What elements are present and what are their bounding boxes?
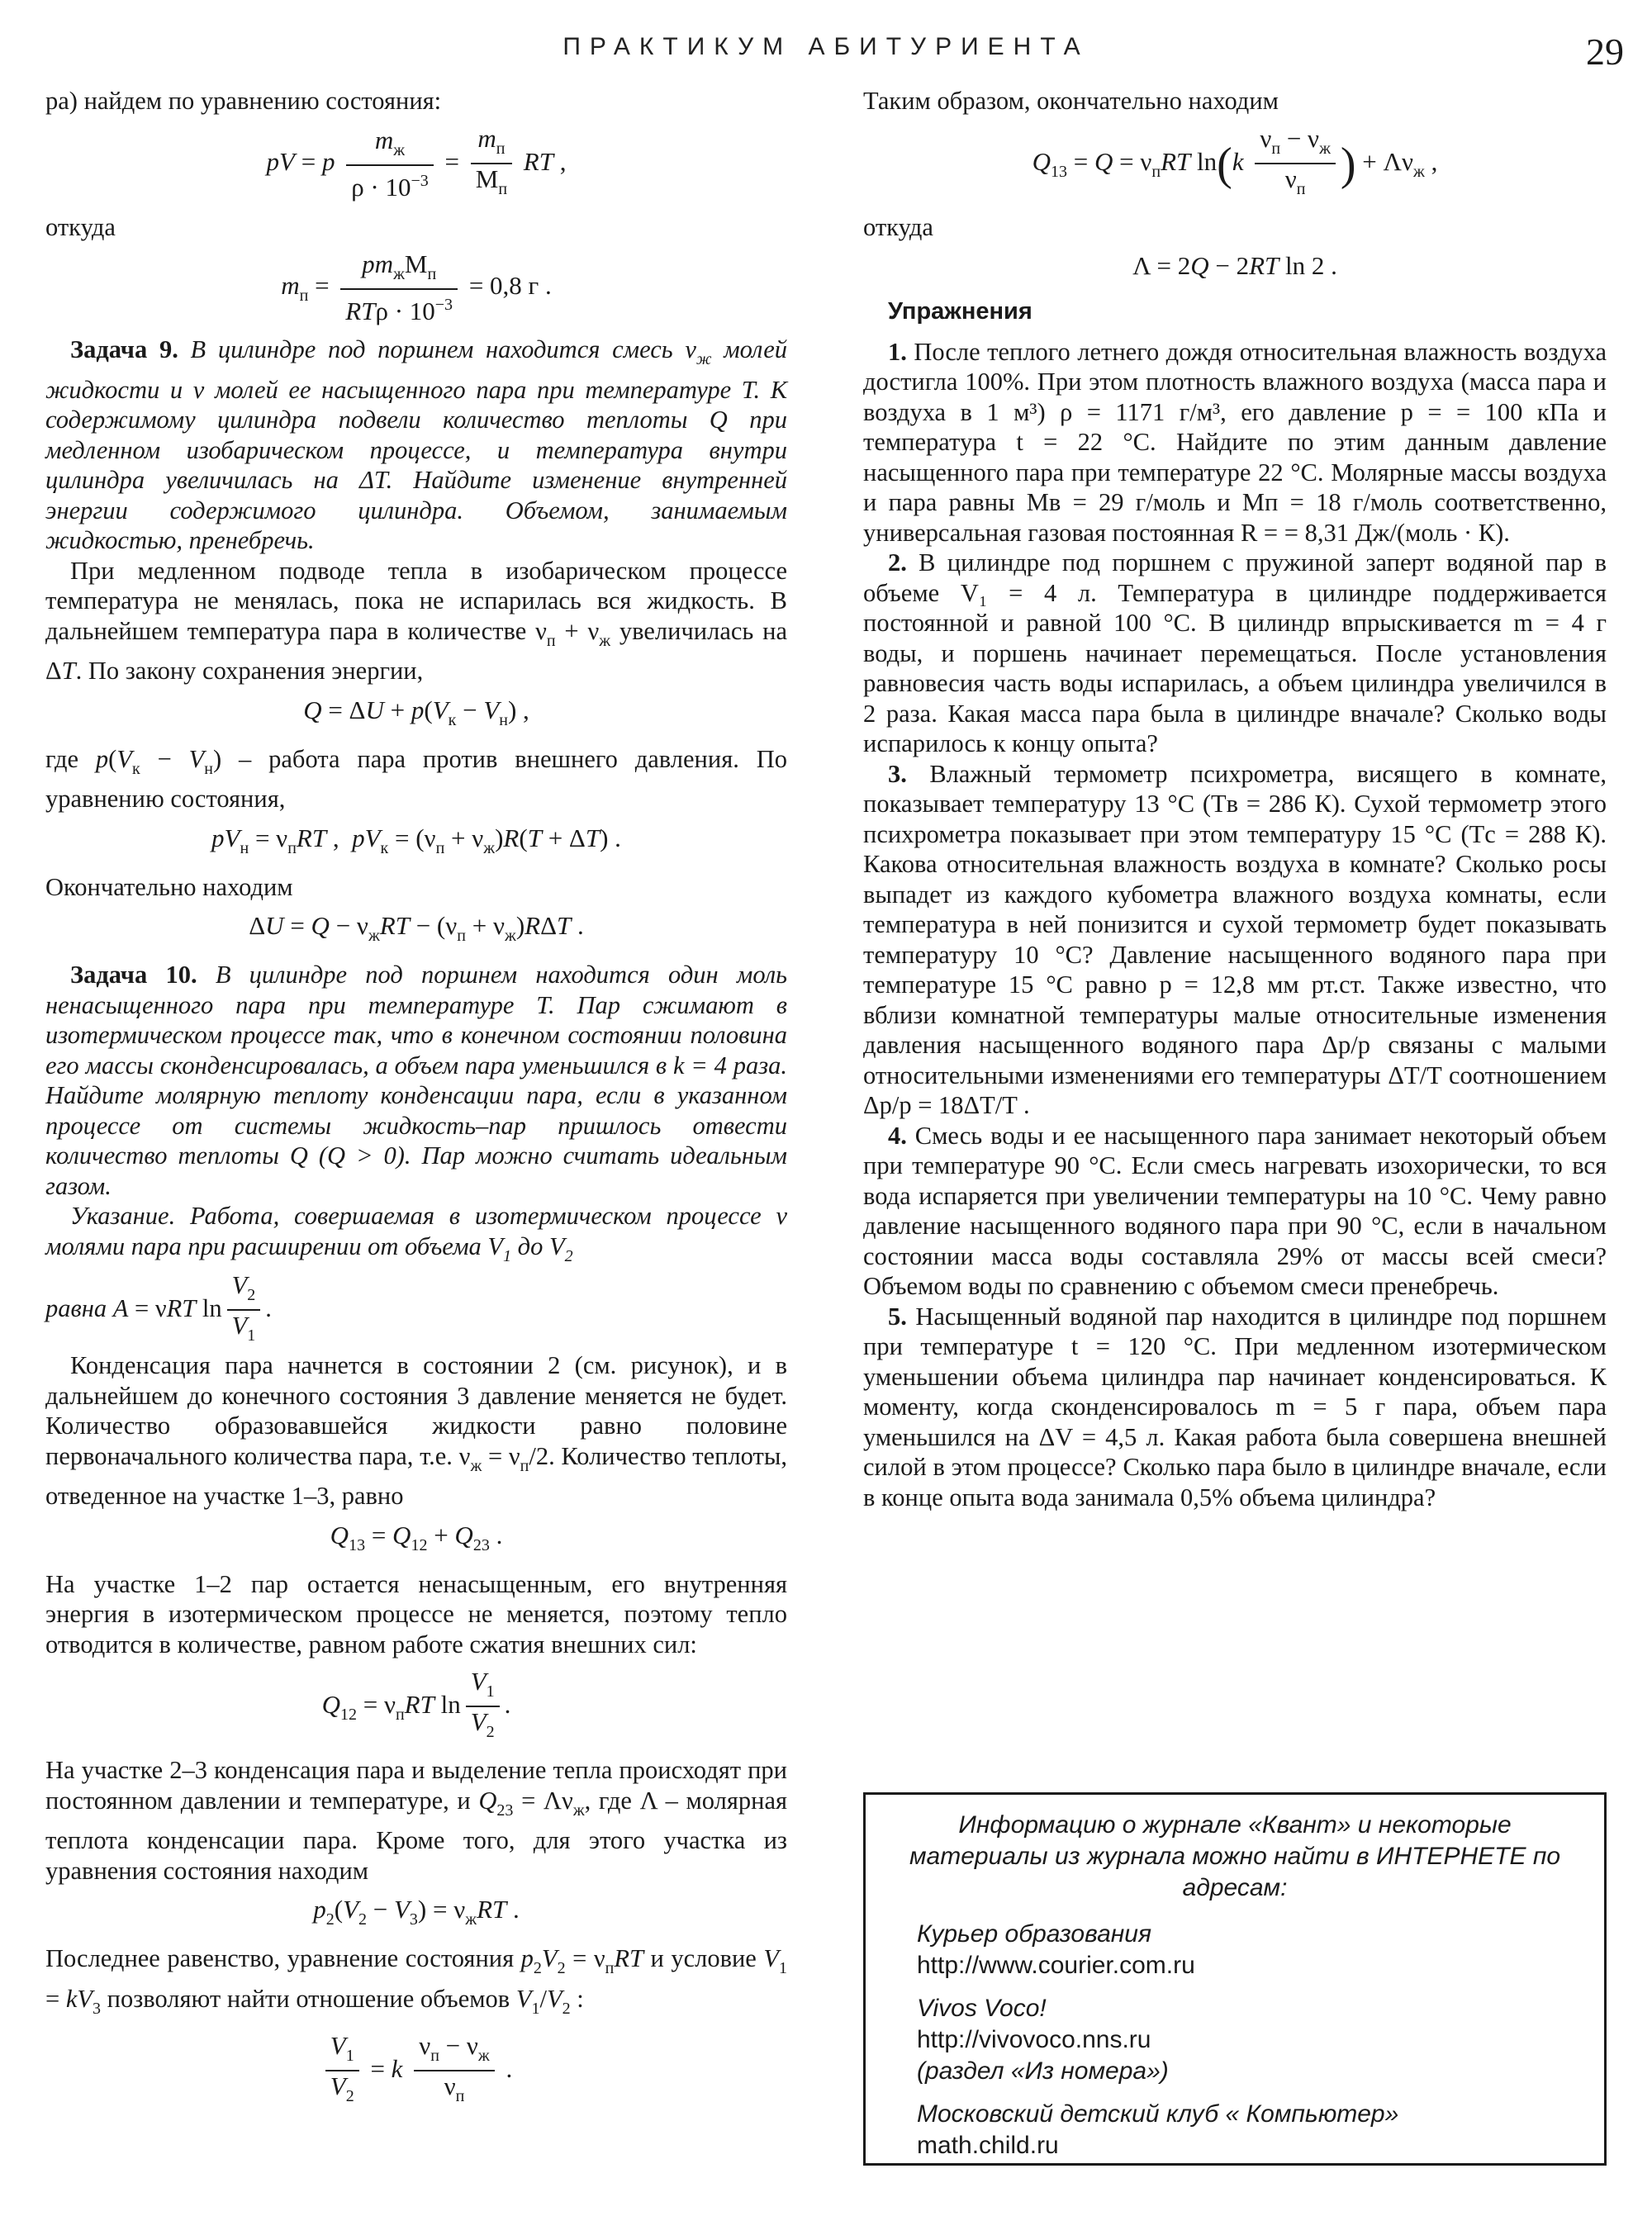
internet-info-box (863, 1792, 1607, 2166)
source-url-link[interactable]: http://vivovoco.nns.ru (917, 2026, 1151, 2053)
exercise-list (863, 337, 1607, 1513)
paragraph-otkuda-right: откуда (863, 212, 933, 241)
source-name: Vivos Voco! (917, 1995, 1047, 2022)
source-vivos-voco (917, 1993, 1579, 2087)
formula-volume-ratio: $\frac{V_1}{V_2}$ = k $\frac{\nu_п - \nu_ж}{\nu_п}$ . (45, 2032, 787, 2111)
exercise-item: 4. Смесь воды и ее насыщенного пара занимает некоторый объем при температуре 90 °C. Если смесь нагревать изохорически, то вся вода испаряется при увеличении температуры на 10 °C. Чему равно давление насыщенного водяного пара при 90 °C, если в начальном состоянии масса воды составляла 29% от массы всей смеси? Объемом воды по сравнению с объемом смеси пренебречь. (863, 1121, 1607, 1300)
task-10 (45, 960, 787, 1201)
paragraph-10d: Последнее равенство, уравнение состояния $p_2V_2 = \nu_пRT$ и условие $V_1 = kV_3$ позволяют найти отношение объемов $V_1/V_2$ : (45, 1944, 788, 2018)
source-url-link[interactable]: http://www.courier.com.ru (917, 1952, 1195, 1979)
exercise-item: 3. Влажный термометр психрометра, висящего в комнате, показывает температуру 13 °C (Tв = 286 К). Сухой термометр этого психрометра показывает при этом температуру 15 °C (Tс = 288 К). Какова относительная влажность воздуха в комнате? Сколько росы выпадет из каждого кубометра влажного воздуха комнаты, если температура в ней понизится и сухой термометр будет показывать температуру 10 °C? Давление насыщенного водяного пара при температуре 15 °C равно p = 12,8 мм рт.ст. Также известно, что вблизи комнатной температуры малые относительные изменения давления насыщенного водяного пара Δp/p связаны с малыми относительными изменениями его температуры ΔT/T соотношением Δp/p = 18ΔT/T . (863, 759, 1607, 1119)
task-9-text-start: В цилиндре под поршнем находится смесь ν (190, 335, 696, 363)
hint-paragraph: Указание. Работа, совершаемая в изотермическом процессе ν молями пара при расширении от объема $V_1$ до $V_2$ (45, 1202, 787, 1265)
hint-formula-line: равна A = νRT ln $\frac{V_2}{V_1}$ . (45, 1271, 272, 1345)
formula-q13-final: $Q_{13} = Q = \nu_пRT$ ln(k $\frac{\nu_п - \nu_ж}{\nu_п}$ ) + $\Lambda\nu_ж$ , (1032, 123, 1438, 198)
exercise-item: 5. Насыщенный водяной пар находится в цилиндре под поршнем при температуре t = 120 °C. При медленном изотермическом уменьшении объема цилиндра пар начинает конденсироваться. К моменту, когда сконденсировалось m = 5 г пара, объем пара уменьшился на ΔV = 4,5 л. Какая работа была совершена внешней силой в этом процессе? Сколько пара было в цилиндре вначале, если в конце опыта вода занимала 0,5% объема цилиндра? (863, 1302, 1607, 1511)
task-9-label: Задача 9. (70, 335, 178, 363)
task-10-text: В цилиндре под поршнем находится один моль ненасыщенного пара при температуре T. Пар сжимают в изотермическом процессе так, что в конечном состоянии половина его массы сконденсировалась, а объем пара уменьшился в k = 4 раза. Найдите молярную теплоту конденсации пара, если в указанном процессе от системы жидкость–пар пришлось отвести количество теплоты Q (Q > 0). Пар можно считать идеальным газом. (45, 961, 787, 1200)
exercise-item: 1. После теплого летнего дождя относительная влажность воздуха достигла 100%. При этом плотность влажного воздуха (масса пара и воздуха в 1 м³) ρ = 1171 г/м³, его давление p = = 100 кПа и температура t = 22 °C. Найдите по этим данным давление насыщенного пара при температуре 22 °C. Молярные массы воздуха и пара равны Mв = 29 г/моль и Mп = 18 г/моль соответственно, универсальная газовая постоянная R = = 8,31 Дж/(моль · К). (863, 337, 1607, 547)
page-number: 29 (1586, 31, 1624, 73)
source-courier (917, 1919, 1579, 1981)
source-note: (раздел «Из номера») (917, 2057, 1169, 2085)
formula-energy-conservation: $Q = \Delta U + p(V_к - V_н)$ , (303, 695, 529, 729)
paragraph-10b: На участке 1–2 пар остается ненасыщенным, его внутренняя энергия в изотермическом процессе не меняется, поэтому тепло отводится в количестве, равном работе сжатия внешних сил: (45, 1569, 787, 1658)
left-column (45, 86, 787, 2119)
task-9-text: молей жидкости и ν молей ее насыщенного пара при температуре T. К содержимому цилиндра подвели количество теплоты Q при медленном изобарическом процессе, и температура внутри цилиндра увеличилась на ΔT. Найдите изменение внутренней энергии содержимого цилиндра. Объемом, занимаемым жидкостью, пренебречь. (45, 335, 788, 554)
source-name: Курьер образования (917, 1920, 1151, 1948)
paragraph-9c: Окончательно находим (45, 872, 293, 901)
paragraph-9b: где $p(V_к - V_н)$ – работа пара против внешнего давления. По уравнению состояния, (45, 744, 787, 813)
paragraph-intro: ра) найдем по уравнению состояния: (45, 87, 442, 115)
formula-result: = 0,8 г (468, 271, 539, 301)
paragraph-10a: Конденсация пара начнется в состоянии 2 (см. рисунок), и в дальнейшем до конечного состояния 3 давление меняется не будет. Количество образовавшейся жидкости равно половине первоначального количества пара, т.е. $\nu_ж = \nu_п/2$. Количество теплоты, отведенное на участке 1–3, равно (45, 1351, 787, 1510)
source-url-link[interactable]: math.child.ru (917, 2132, 1059, 2159)
running-head: ПРАКТИКУМ АБИТУРИЕНТА (563, 33, 1089, 60)
formula-p2: $p_2(V_2 - V_3) = \nu_жRT$ . (313, 1895, 520, 1929)
paragraph-otkuda: откуда (45, 212, 116, 241)
paragraph-10c: На участке 2–3 конденсация пара и выделение тепла происходят при постоянном давлении и температуре, и $Q_{23} = \Lambda\nu_ж$, где Λ – молярная теплота конденсации пара. Кроме того, для этого участка из уравнения состояния находим (45, 1756, 788, 1885)
source-computer-club (917, 2099, 1579, 2161)
task-9: Задача 9. В цилиндре под поршнем находится смесь $\nu_ж$ молей жидкости и ν молей ее насыщенного пара при температуре T. К содержимому цилиндра подвели количество теплоты Q при медленном изобарическом процессе, и температура внутри цилиндра увеличилась на ΔT. Найдите изменение внутренней энергии содержимого цилиндра. Объемом, занимаемым жидкостью, пренебречь. (45, 335, 788, 554)
source-name: Московский детский клуб « Компьютер» (917, 2100, 1399, 2128)
formula-state-equation: pV = p $\frac{m_ж}{\rho \cdot 10^{-3}}$ = $\frac{m_п}{M_п}$ RT , (266, 123, 567, 202)
formula-state-9: $pV_н = \nu_пRT$ , $pV_к = (\nu_п + \nu_ж)R(T + \Delta T)$ . (211, 823, 621, 857)
paragraph-final: Таким образом, окончательно находим (863, 87, 1279, 115)
info-box-intro: Информацию о журнале «Квант» и некоторые материалы из журнала можно найти в ИНТЕРНЕТЕ по адресам: (909, 1811, 1561, 1901)
formula-mass-vapor: $m_п$ = $\frac{pm_жM_п}{RT\rho \cdot 10^{-3}}$ = 0,8 г . (281, 249, 552, 325)
formula-q12: $Q_{12} = \nu_пRT$ ln $\frac{V_1}{V_2}$ . (321, 1667, 511, 1741)
exercise-item: 2. В цилиндре под поршнем с пружиной заперт водяной пар в объеме V₁ = 4 л. Температура в цилиндре поддерживается постоянной и равной 100 °C. В цилиндр впрыскивается m = 4 г воды, и поршень начинает перемещаться. После установления равновесия часть воды испарилась, а объем цилиндра увеличился в 2 раза. Какая масса пара была в цилиндре вначале? Сколько воды испарилось к концу опыта? (863, 548, 1607, 757)
formula-lambda: Λ = 2Q − 2RT ln 2 . (1132, 251, 1337, 280)
task-10-label: Задача 10. (70, 961, 197, 989)
right-column (863, 86, 1607, 1512)
formula-q13: $Q_{13} = Q_{12} + Q_{23}$ . (330, 1520, 503, 1554)
paragraph-9a: При медленном подводе тепла в изобарическом процессе температура не менялась, пока не испарилась вся жидкость. В дальнейшем температура пара в количестве $\nu_п + \nu_ж$ увеличилась на ΔT. По закону сохранения энергии, (45, 556, 788, 685)
formula-delta-u: $\Delta U = Q - \nu_жRT - (\nu_п + \nu_ж)R\Delta T$ . (249, 911, 584, 945)
exercises-title: Упражнения (888, 298, 1032, 325)
